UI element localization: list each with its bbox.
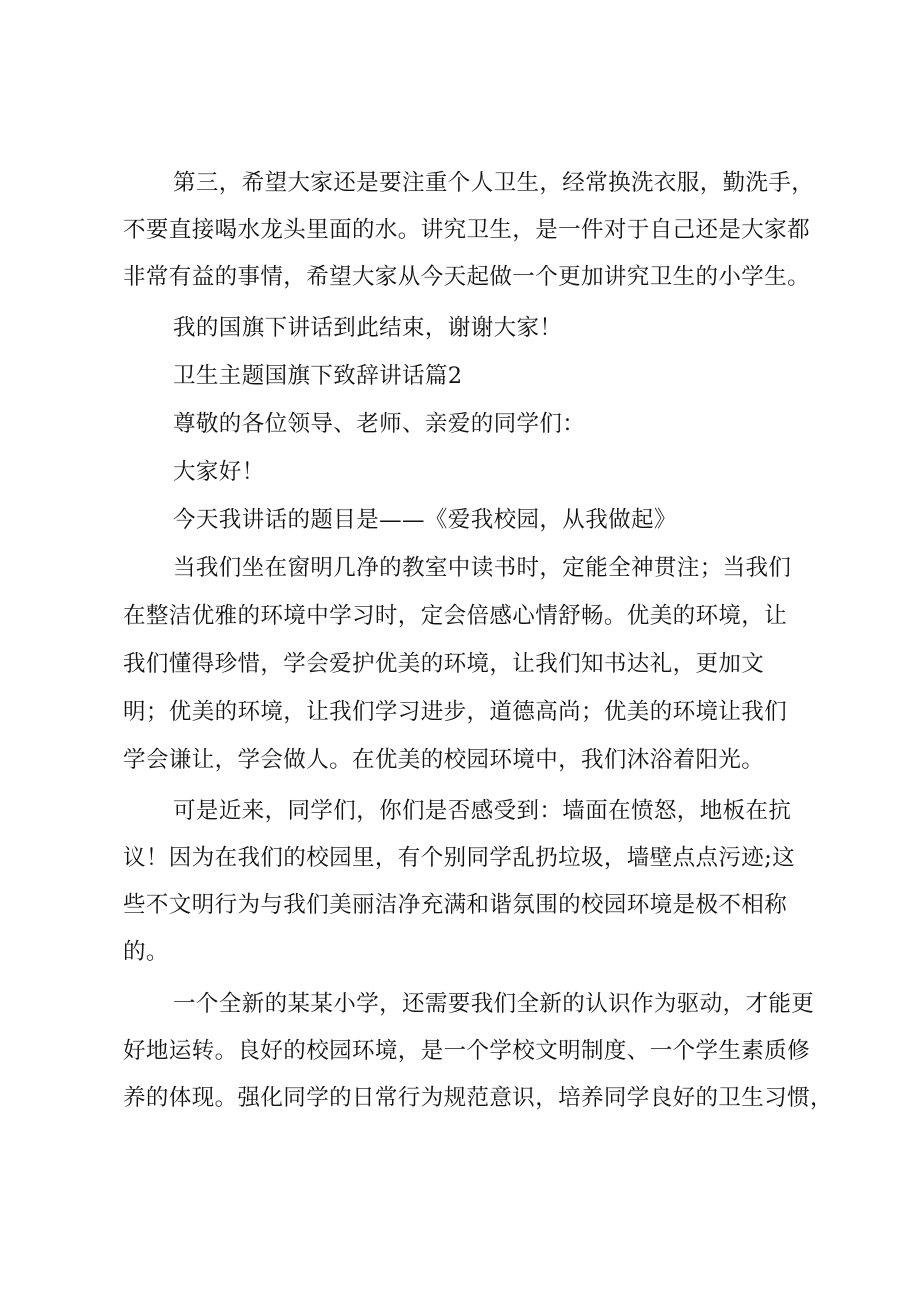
paragraph-line: 在整洁优雅的环境中学习时，定会倍感心情舒畅。优美的环境，让 <box>123 603 788 629</box>
paragraph-line: 一个全新的某某小学，还需要我们全新的认识作为驱动，才能更 <box>173 991 815 1017</box>
closing-line: 我的国旗下讲话到此结束，谢谢大家！ <box>173 315 563 341</box>
paragraph-line: 我们懂得珍惜，学会爱护优美的环境，让我们知书达礼，更加文 <box>123 651 765 677</box>
greeting: 大家好！ <box>173 459 265 485</box>
topic-line: 今天我讲话的题目是——《爱我校园，从我做起》 <box>173 507 677 533</box>
paragraph-line: 第三，希望大家还是要注重个人卫生，经常换洗衣服，勤洗手， <box>173 170 815 196</box>
paragraph-line: 可是近来，同学们，你们是否感受到：墙面在愤怒，地板在抗 <box>173 798 792 824</box>
paragraph-line: 好地运转。良好的校园环境，是一个学校文明制度、一个学生素质修 <box>123 1038 811 1064</box>
paragraph-line: 的。 <box>123 939 169 965</box>
paragraph-line: 不要直接喝水龙头里面的水。讲究卫生，是一件对于自己还是大家都 <box>123 217 811 243</box>
paragraph-line: 议！因为在我们的校园里，有个别同学乱扔垃圾，墙壁点点污迹;这 <box>123 845 796 871</box>
paragraph-line: 非常有益的事情，希望大家从今天起做一个更加讲究卫生的小学生。 <box>123 264 811 290</box>
section-title: 卫生主题国旗下致辞讲话篇2 <box>173 363 463 389</box>
paragraph-line: 当我们坐在窗明几净的教室中读书时，定能全神贯注；当我们 <box>173 555 792 581</box>
paragraph-line: 养的体现。强化同学的日常行为规范意识，培养同学良好的卫生习惯， <box>123 1085 833 1111</box>
paragraph-line: 明；优美的环境，让我们学习进步，道德高尚；优美的环境让我们 <box>123 699 788 725</box>
paragraph-line: 些不文明行为与我们美丽洁净充满和谐氛围的校园环境是极不相称 <box>123 892 788 918</box>
paragraph-line: 学会谦让，学会做人。在优美的校园环境中，我们沐浴着阳光。 <box>123 747 765 773</box>
salutation: 尊敬的各位领导、老师、亲爱的同学们： <box>173 411 586 437</box>
